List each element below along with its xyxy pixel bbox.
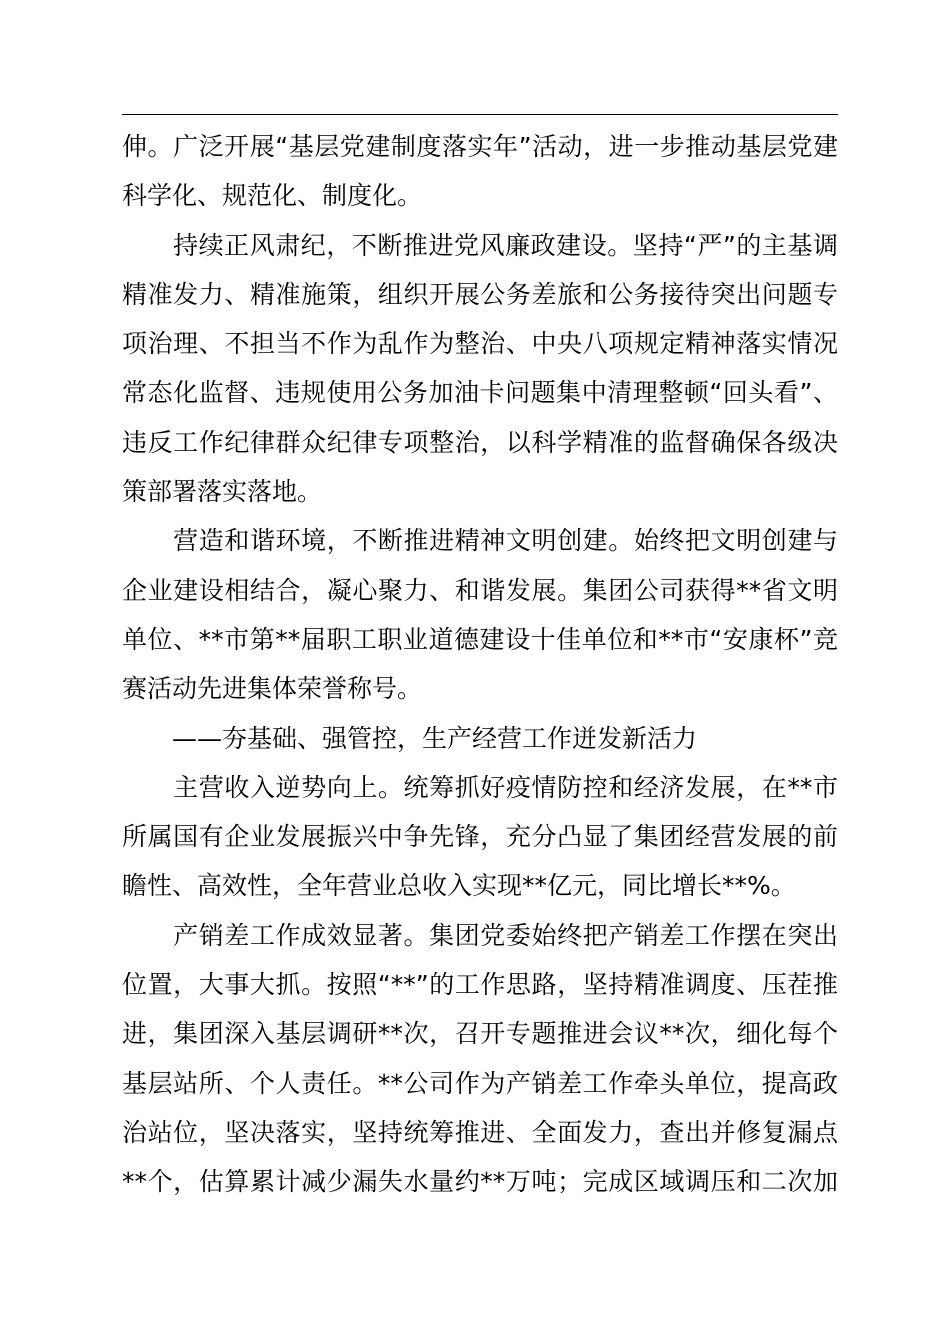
paragraph-3 (122, 516, 838, 713)
body-text (122, 122, 838, 1207)
text-line: **个，估算累计减少漏失水量约**万吨；完成区域调压和二次加 (122, 1167, 838, 1197)
text-line: 持续正风肃纪，不断推进党风廉政建设。坚持“严”的主基调 (122, 230, 838, 260)
text-line: 常态化监督、违规使用公务加油卡问题集中清理整顿“回头看”、 (122, 378, 838, 408)
header-rule (122, 114, 838, 115)
paragraph-5 (122, 763, 838, 911)
text-line: 瞻性、高效性，全年营业总收入实现**亿元，同比增长**%。 (122, 871, 796, 901)
section-heading-text: ——夯基础、强管控，生产经营工作迸发新活力 (122, 723, 698, 753)
text-line: 违反工作纪律群众纪律专项整治，以科学精准的监督确保各级决 (122, 427, 838, 457)
text-line: 所属国有企业发展振兴中争先锋，充分凸显了集团经营发展的前 (122, 822, 838, 852)
text-line: 项治理、不担当不作为乱作为整治、中央八项规定精神落实情况 (122, 329, 838, 359)
text-line: 治站位，坚决落实，坚持统筹推进、全面发力，查出并修复漏点 (122, 1117, 838, 1147)
text-line: 主营收入逆势向上。统筹抓好疫情防控和经济发展，在**市 (122, 772, 838, 802)
paragraph-2 (122, 221, 838, 517)
text-line: 赛活动先进集体荣誉称号。 (122, 674, 423, 704)
text-line: 进，集团深入基层调研**次，召开专题推进会议**次，细化每个 (122, 1019, 838, 1049)
paragraph-1 (122, 122, 838, 221)
text-line: 企业建设相结合，凝心聚力、和谐发展。集团公司获得**省文明 (122, 575, 838, 605)
text-line: 基层站所、个人责任。**公司作为产销差工作牵头单位，提高政 (122, 1068, 838, 1098)
text-line: 策部署落实落地。 (122, 477, 323, 507)
text-line: 单位、**市第**届职工职业道德建设十佳单位和**市“安康杯”竞 (122, 624, 838, 654)
paragraph-6 (122, 911, 838, 1207)
text-line: 科学化、规范化、制度化。 (122, 181, 423, 211)
text-line: 伸。广泛开展“基层党建制度落实年”活动，进一步推动基层党建 (122, 132, 838, 161)
section-heading (122, 714, 838, 763)
text-line: 产销差工作成效显著。集团党委始终把产销差工作摆在突出 (122, 920, 838, 950)
text-line: 营造和谐环境，不断推进精神文明创建。始终把文明创建与 (122, 526, 838, 556)
text-line: 精准发力、精准施策，组织开展公务差旅和公务接待突出问题专 (122, 279, 838, 309)
text-line: 位置，大事大抓。按照“**”的工作思路，坚持精准调度、压茬推 (122, 970, 838, 1000)
